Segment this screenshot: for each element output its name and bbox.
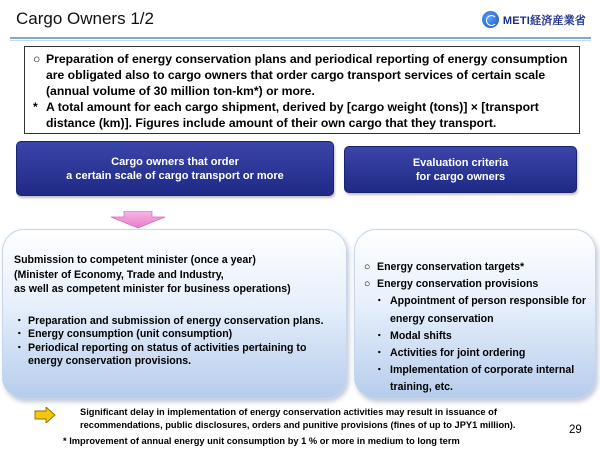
intro-paragraph-obligation xyxy=(33,51,571,99)
meti-logo-icon xyxy=(482,11,499,28)
criteria-sub-text: Implementation of corporate internal training, etc. xyxy=(390,364,575,394)
criteria-item-text: Energy conservation targets* xyxy=(377,261,525,273)
submission-line3: as well as competent minister for business operations) xyxy=(14,283,291,295)
list-item xyxy=(14,315,337,329)
dot-bullet-icon: ・ xyxy=(14,314,25,327)
dot-bullet-icon: ・ xyxy=(374,329,385,342)
right-arrow-icon xyxy=(34,407,56,423)
intro-box xyxy=(24,46,580,134)
evaluation-criteria-box xyxy=(344,146,577,193)
intro-paragraph-definition xyxy=(33,99,571,131)
dot-bullet-icon: ・ xyxy=(374,295,385,308)
asterisk-marker: * xyxy=(33,100,38,114)
list-item xyxy=(364,328,590,345)
list-item xyxy=(364,276,590,293)
evaluation-criteria-line1: Evaluation criteria xyxy=(412,156,509,169)
page-title: Cargo Owners 1/2 xyxy=(16,9,154,28)
evaluation-criteria-line2: for cargo owners xyxy=(415,170,506,183)
list-item xyxy=(14,328,337,342)
dot-bullet-icon: ・ xyxy=(374,364,385,377)
meti-logo xyxy=(482,11,586,28)
down-arrow-icon xyxy=(110,211,166,229)
submission-bullet-text: Periodical reporting on status of activities pertaining to energy conservation provisions. xyxy=(28,341,307,367)
list-item xyxy=(364,362,590,396)
submission-line2: (Minister of Economy, Trade and Industry, xyxy=(14,268,224,281)
cargo-owners-line2: a certain scale of cargo transport or more xyxy=(66,169,284,182)
list-item xyxy=(14,342,337,369)
cargo-owners-box xyxy=(16,141,334,196)
page-number: 29 xyxy=(569,424,582,436)
footnote: * Improvement of annual energy unit consumption by 1 % or more in medium to long term xyxy=(63,436,460,446)
criteria-sub-text: Modal shifts xyxy=(390,329,452,342)
list-item xyxy=(364,259,590,276)
cargo-owners-line1: Cargo owners that order xyxy=(111,155,239,168)
dot-bullet-icon: ・ xyxy=(374,347,385,360)
dot-bullet-icon: ・ xyxy=(14,328,25,340)
list-item xyxy=(364,293,590,327)
dot-bullet-icon: ・ xyxy=(14,341,25,354)
submission-bullet-text: Energy consumption (unit consumption) xyxy=(28,328,233,340)
submission-line1: Submission to competent minister (once a year) xyxy=(14,254,256,266)
meti-logo-text: METI経済産業省 xyxy=(502,14,586,27)
header-divider xyxy=(10,37,591,39)
intro-definition-text: A total amount for each cargo shipment, derived by [cargo weight (tons)] × [transport distance (km)]. Figures include amount of their own cargo that they transport. xyxy=(46,100,539,130)
intro-obligation-text: Preparation of energy conservation plans and periodical reporting of energy consumption are obligated also to cargo owners that order cargo transport services of certain scale (annual volume of 30 million ton-km*) or more. xyxy=(46,52,568,98)
circle-bullet-icon: ○ xyxy=(364,278,371,291)
criteria-sub-text: Activities for joint ordering xyxy=(390,347,526,360)
criteria-item-text: Energy conservation provisions xyxy=(377,278,539,291)
criteria-panel xyxy=(354,229,596,399)
penalty-note: Significant delay in implementation of energy conservation activities may result in issuance of recommendations, public disclosures, orders and punitive provisions (fines of up to JPY1 million). xyxy=(80,407,516,430)
submission-bullet-text: Preparation and submission of energy conservation plans. xyxy=(28,314,324,327)
submission-panel xyxy=(2,229,347,399)
circle-bullet-icon: ○ xyxy=(33,52,41,66)
criteria-sub-text: Appointment of person responsible for energy conservation xyxy=(390,295,586,325)
list-item xyxy=(364,345,590,362)
circle-bullet-icon: ○ xyxy=(364,261,371,273)
